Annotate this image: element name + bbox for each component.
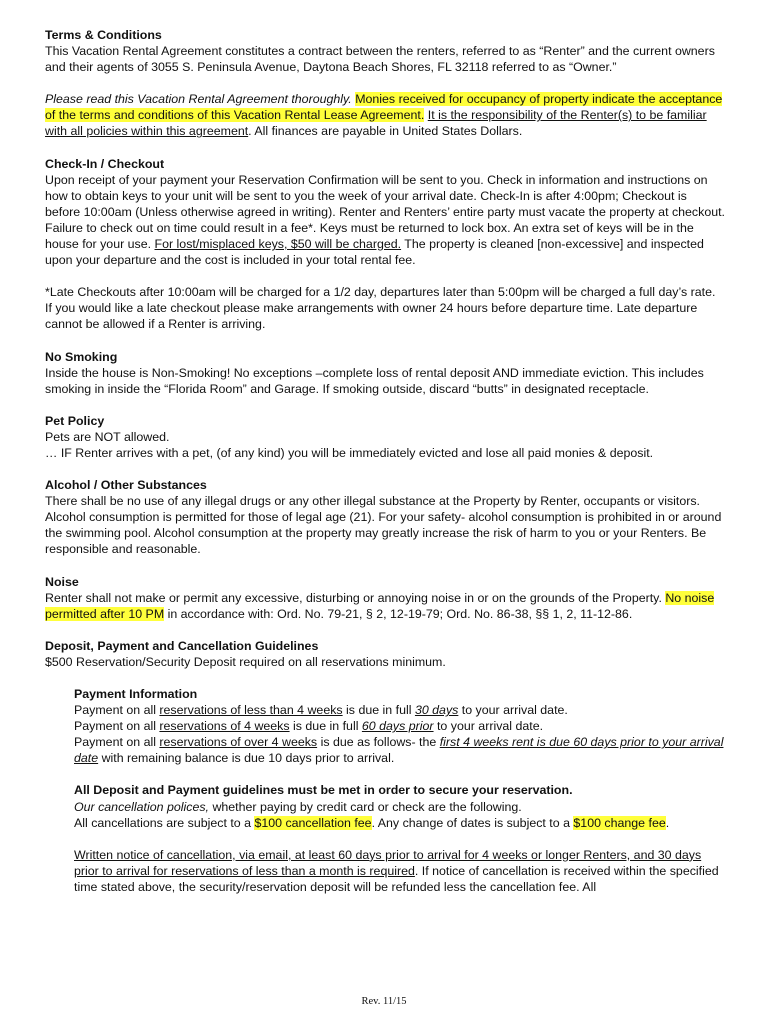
payment-text: is due in full <box>289 719 362 734</box>
smoking-section <box>45 349 725 397</box>
pet-line-1: Pets are NOT allowed. <box>45 429 170 444</box>
written-notice-text: . If notice of cancellation is received within the specified time stated above, the security/reservation deposit will be refunded less the cancellation fee. All <box>74 863 719 894</box>
noise-heading: Noise <box>45 574 79 589</box>
payment-text: Payment on all <box>74 735 160 750</box>
terms-paragraph-2 <box>45 91 725 139</box>
payment-info-section <box>74 686 725 766</box>
checkin-text-b: The property is cleaned [non-excessive] and inspected upon your departure and the cost is included in your total rental fee. <box>45 237 704 268</box>
checkin-paragraph-1 <box>45 172 725 269</box>
terms-paragraph-1: This Vacation Rental Agreement constitutes a contract between the renters, referred to as “Renter” and the current owners and their agents of 3055 S. Peninsula Avenue, Daytona Beach Shores, FL 32118 referred to as “Owner.” <box>45 44 715 75</box>
noise-section <box>45 574 725 622</box>
cancellation-fee-highlight: $100 cancellation fee <box>254 815 372 830</box>
payment-term: reservations of 4 weeks <box>159 719 290 734</box>
smoking-paragraph: Inside the house is Non-Smoking! No exceptions –complete loss of rental deposit AND immediate eviction. This includes smoking in inside the “Florida Room” and Garage. If smoking outside, discard “butts” in designated receptacle. <box>45 365 704 396</box>
terms-read-notice: Please read this Vacation Rental Agreement thoroughly. <box>45 92 352 107</box>
checkin-section <box>45 156 725 333</box>
alcohol-paragraph: There shall be no use of any illegal drugs or any other illegal substance at the Property by Renter, occupants or visitors. Alcohol consumption is permitted for those of legal age (21). For your safety- alcohol consumption is prohibited in or around the swimming pool. Alcohol consumption at the property may greatly increase the risk of harm to you or your Renters. Be responsible and reasonable. <box>45 494 722 557</box>
checkin-text-a: Upon receipt of your payment your Reservation Confirmation will be sent to you. Check in information and instructions on how to obtain keys to your unit will be sent to you the week of your arrival date. Check-In is after 4:00pm; Checkout is before 10:00am (Unless otherwise agreed in writing). Renter and Renters’ entire party must vacate the property at checkout. Failure to check out on time could result in a fee*. Keys must be returned to lock box. An extra set of keys will be in the house for your use. <box>45 172 725 252</box>
terms-highlight: Monies received for occupancy of property indicate the acceptance of the terms and conditions of this Vacation Rental Lease Agreement. <box>45 92 723 123</box>
noise-curfew-highlight: No noise permitted after 10 PM <box>45 590 715 621</box>
cancellation-policy-label: Our cancellation polices, <box>74 799 209 814</box>
payment-row-over-4-weeks <box>74 734 725 766</box>
terms-section <box>45 27 725 140</box>
noise-paragraph <box>45 590 725 622</box>
noise-ordinance: in accordance with: Ord. No. 79-21, § 2, 12-19-79; Ord. No. 86-38, §§ 1, 2, 11-12-86. <box>164 606 633 621</box>
payment-text: Payment on all <box>74 719 160 734</box>
fee-text: . Any change of dates is subject to a <box>371 815 574 830</box>
payment-text: is due as follows- the <box>317 735 440 750</box>
pet-line-2: … IF Renter arrives with a pet, (of any kind) you will be immediately evicted and lose all paid monies & deposit. <box>45 445 654 460</box>
smoking-heading: No Smoking <box>45 349 118 364</box>
document-page <box>45 27 725 895</box>
guidelines-heading: All Deposit and Payment guidelines must be met in order to secure your reservation. <box>74 783 573 798</box>
payment-deadline: first 4 weeks rent is due 60 days prior to your arrival date <box>74 735 724 766</box>
lost-keys-fee: For lost/misplaced keys, $50 will be charged. <box>154 237 402 252</box>
written-notice-requirement: Written notice of cancellation, via email, at least 60 days prior to arrival for 4 weeks or longer Renters, and 30 days prior to arrival for reservations of less than a month is required <box>74 847 702 878</box>
alcohol-heading: Alcohol / Other Substances <box>45 478 207 493</box>
revision-footer: Rev. 11/15 <box>361 996 407 1007</box>
payment-text: is due in full <box>342 703 415 718</box>
change-fee-highlight: $100 change fee <box>573 815 666 830</box>
terms-responsibility: It is the responsibility of the Renter(s) to be familiar with all policies within this agreement <box>45 108 707 139</box>
payment-text: to your arrival date. <box>458 703 568 718</box>
deposit-paragraph: $500 Reservation/Security Deposit required on all reservations minimum. <box>45 654 446 669</box>
cancellation-policy-text: whether paying by credit card or check are the following. <box>209 799 522 814</box>
written-notice-paragraph <box>74 847 725 895</box>
terms-finances: . All finances are payable in United States Dollars. <box>248 124 523 139</box>
payment-row-less-4-weeks <box>74 702 725 718</box>
pet-section <box>45 413 725 461</box>
payment-deadline: 60 days prior <box>361 719 434 734</box>
payment-term: reservations of over 4 weeks <box>159 735 318 750</box>
guidelines-section <box>74 782 725 895</box>
deposit-section <box>45 638 725 670</box>
payment-text: Payment on all <box>74 703 160 718</box>
checkin-heading: Check-In / Checkout <box>45 156 165 171</box>
payment-text: to your arrival date. <box>433 719 544 734</box>
payment-deadline: 30 days <box>414 703 459 718</box>
pet-heading: Pet Policy <box>45 413 105 428</box>
cancellation-policy-line <box>74 799 725 815</box>
payment-heading: Payment Information <box>74 687 198 701</box>
fee-text: All cancellations are subject to a <box>74 815 255 830</box>
payment-term: reservations of less than 4 weeks <box>159 703 343 718</box>
terms-heading: Terms & Conditions <box>45 28 162 42</box>
payment-row-4-weeks <box>74 718 725 734</box>
alcohol-section <box>45 477 725 557</box>
noise-text: Renter shall not make or permit any excessive, disturbing or annoying noise in or on the grounds of the Property. <box>45 590 662 605</box>
fee-text: . <box>665 815 670 830</box>
cancellation-fee-line <box>74 815 725 831</box>
deposit-heading: Deposit, Payment and Cancellation Guidelines <box>45 638 319 653</box>
late-checkout-paragraph: *Late Checkouts after 10:00am will be charged for a 1/2 day, departures later than 5:00pm will be charged a full day’s rate. If you would like a late checkout please make arrangements with owner 24 hours before departure time. Late departure cannot be allowed if a Renter is arriving. <box>45 285 716 332</box>
payment-text: with remaining balance is due 10 days prior to arrival. <box>98 751 395 766</box>
